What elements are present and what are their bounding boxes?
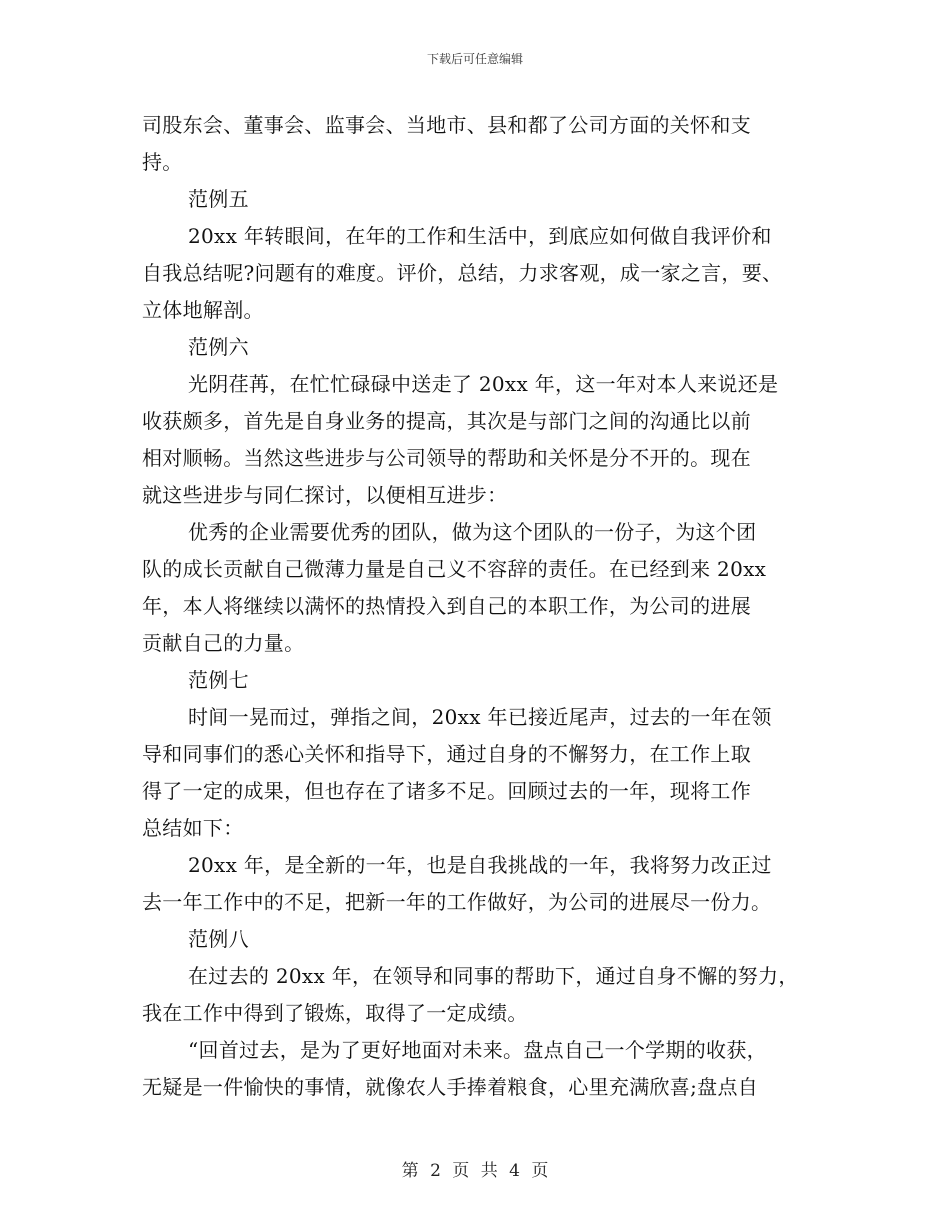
text-line: 年，本人将继续以满怀的热情投入到自己的本职工作，为公司的进展 [142, 594, 751, 618]
text-line: 立体地解剖。 [142, 298, 264, 322]
page-header: 下载后可任意编辑 [426, 52, 523, 66]
text-line: 在过去的 20xx 年，在领导和同事的帮助下，通过自身不懈的努力， [188, 964, 799, 988]
text-line: 就这些进步与同仁探讨，以便相互进步： [142, 483, 508, 507]
text-line: 自我总结呢?问题有的难度。评价，总结，力求客观，成一家之言，要、 [142, 261, 783, 285]
text-line: 得了一定的成果，但也存在了诸多不足。回顾过去的一年，现将工作 [142, 779, 751, 803]
document-body [142, 107, 822, 1106]
section-heading: 范例七 [188, 668, 249, 692]
text-line: 时间一晃而过，弹指之间，20xx 年已接近尾声，过去的一年在领 [188, 705, 772, 729]
text-line: 司股东会、董事会、监事会、当地市、县和都了公司方面的关怀和支 [142, 113, 751, 137]
text-line: 贡献自己的力量。 [142, 631, 305, 655]
text-line: 收获颇多，首先是自身业务的提高，其次是与部门之间的沟通比以前 [142, 409, 751, 433]
text-line: 总结如下： [142, 816, 244, 840]
page-footer: 第 2 页 共 4 页 [401, 1161, 549, 1181]
text-line: 优秀的企业需要优秀的团队，做为这个团队的一份子，为这个团 [188, 520, 757, 544]
section-heading: 范例六 [188, 335, 249, 359]
text-line: 光阴荏苒，在忙忙碌碌中送走了 20xx 年，这一年对本人来说还是 [188, 372, 779, 396]
text-line: 我在工作中得到了锻炼，取得了一定成绩。 [142, 1001, 528, 1025]
text-line: 导和同事们的悉心关怀和指导下，通过自身的不懈努力，在工作上取 [142, 742, 751, 766]
text-line: “回首过去，是为了更好地面对未来。盘点自己一个学期的收获， [188, 1038, 767, 1062]
section-heading: 范例八 [188, 927, 249, 951]
text-line: 20xx 年转眼间，在年的工作和生活中，到底应如何做自我评价和 [188, 224, 772, 248]
section-heading: 范例五 [188, 187, 249, 211]
text-line: 去一年工作中的不足，把新一年的工作做好，为公司的进展尽一份力。 [142, 890, 772, 914]
text-line: 队的成长贡献自己微薄力量是自己义不容辞的责任。在已经到来 20xx [142, 557, 767, 581]
text-line: 持。 [142, 150, 183, 174]
text-line: 相对顺畅。当然这些进步与公司领导的帮助和关怀是分不开的。现在 [142, 446, 751, 470]
text-line: 无疑是一件愉快的事情，就像农人手捧着粮食，心里充满欣喜;盘点自 [142, 1075, 759, 1099]
text-line: 20xx 年，是全新的一年，也是自我挑战的一年，我将努力改正过 [188, 853, 772, 877]
